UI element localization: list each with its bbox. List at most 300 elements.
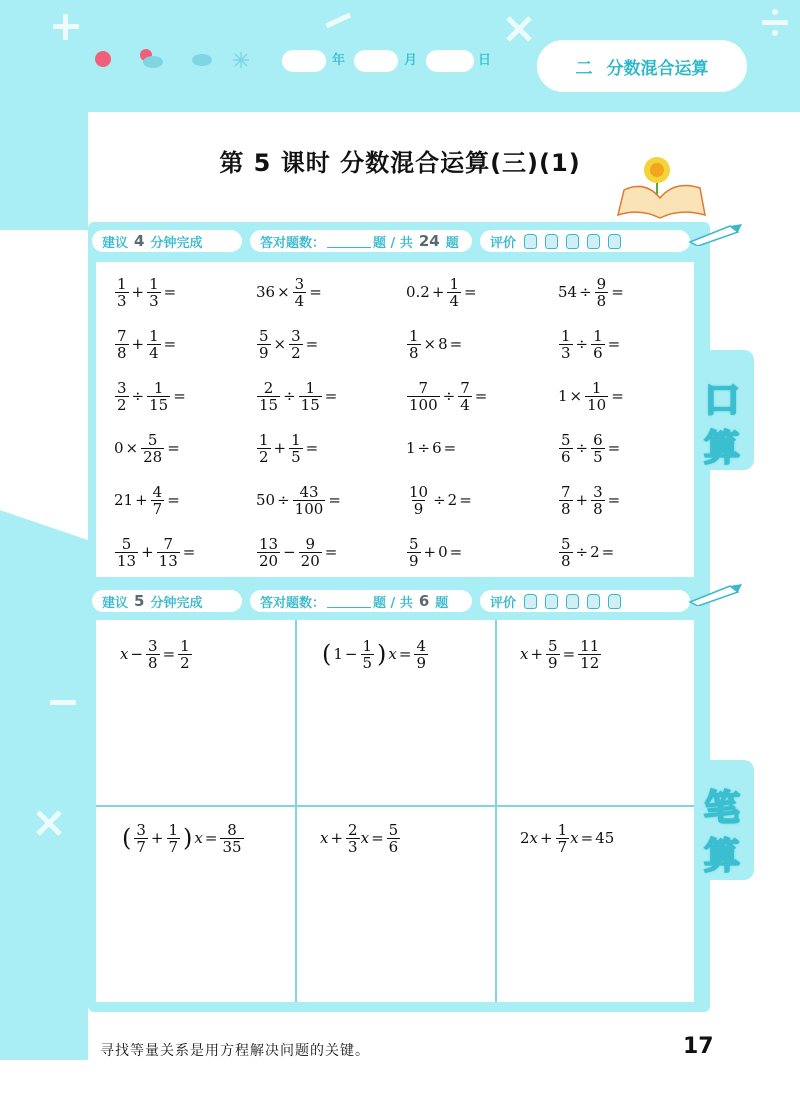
- operator: ÷: [433, 491, 446, 509]
- denominator: 28: [143, 447, 163, 466]
- oral-problem[interactable]: [256, 322, 320, 366]
- number-text: 6: [432, 439, 442, 457]
- numerator: 5: [409, 534, 419, 553]
- oral-problem[interactable]: [256, 270, 324, 314]
- denominator: 7: [136, 837, 146, 856]
- fraction: [289, 328, 303, 361]
- denominator: 4: [449, 291, 459, 310]
- fraction: [407, 484, 430, 517]
- operator: =: [324, 543, 338, 561]
- number-text: 45: [595, 829, 615, 847]
- left-gap: [0, 230, 88, 540]
- number-text: 1: [406, 439, 416, 457]
- thumb-up-icon[interactable]: [608, 234, 621, 249]
- left-band-bottom: [0, 510, 88, 1060]
- oral-problem[interactable]: [256, 426, 320, 470]
- numerator: 1: [561, 326, 571, 345]
- fraction: [257, 536, 280, 569]
- oral-problem[interactable]: [256, 374, 339, 418]
- operator: +: [150, 829, 164, 847]
- number-text: 1: [558, 387, 568, 405]
- oral-info-bar: [92, 230, 690, 252]
- numerator: 1: [557, 820, 568, 839]
- denominator: 7: [168, 837, 179, 856]
- minutes-unit: 分钟完成: [150, 595, 203, 611]
- year-label: 年: [332, 53, 346, 68]
- oral-problem[interactable]: [114, 374, 188, 418]
- numerator: 1: [305, 378, 315, 397]
- year-input-box[interactable]: [282, 50, 326, 72]
- fraction: [178, 638, 192, 671]
- numerator: 9: [596, 274, 607, 293]
- numerator: 1: [449, 274, 459, 293]
- fraction: [559, 536, 573, 569]
- oral-calculation-grid: [96, 262, 694, 577]
- numerator: 5: [147, 430, 158, 449]
- numerator: 5: [561, 430, 571, 449]
- oral-problem[interactable]: [256, 530, 339, 574]
- denominator: 13: [158, 551, 178, 570]
- oral-problem[interactable]: [114, 478, 182, 522]
- denominator: 9: [259, 343, 269, 362]
- fraction: [157, 536, 180, 569]
- fraction: [220, 822, 243, 855]
- numerator: 5: [548, 636, 558, 655]
- oral-problem[interactable]: [114, 270, 178, 314]
- denominator: 8: [409, 343, 419, 362]
- equation-problem[interactable]: [320, 818, 401, 858]
- fraction: [559, 328, 573, 361]
- suggest-minutes: 5: [134, 592, 145, 610]
- operator: +: [131, 283, 145, 301]
- oral-problem[interactable]: [406, 426, 458, 470]
- operator: =: [167, 491, 180, 509]
- correct-count-blank[interactable]: [327, 235, 371, 248]
- operator: ÷: [442, 387, 456, 405]
- numerator: 5: [121, 534, 132, 553]
- denominator: 4: [149, 343, 159, 362]
- numerator: 2: [348, 820, 358, 839]
- variable: x: [570, 829, 579, 847]
- fraction: [591, 328, 605, 361]
- fraction: [591, 432, 605, 465]
- fraction: [257, 380, 280, 413]
- fraction: [299, 536, 322, 569]
- month-input-box[interactable]: [354, 50, 398, 72]
- denominator: 20: [259, 551, 279, 570]
- fraction: [591, 484, 605, 517]
- operator: =: [173, 387, 186, 405]
- operator: ÷: [283, 387, 296, 405]
- grid-divider: [96, 805, 694, 807]
- numerator: 6: [593, 430, 603, 449]
- operator: +: [135, 491, 148, 509]
- oral-problem[interactable]: [558, 530, 616, 574]
- written-suggest-pill: [92, 590, 242, 612]
- numerator: 5: [388, 820, 399, 839]
- fraction: [115, 276, 129, 309]
- operator: +: [330, 829, 344, 847]
- month-label: 月: [404, 53, 418, 68]
- numerator: 5: [259, 326, 269, 345]
- correct-count-blank[interactable]: [327, 595, 371, 608]
- fraction: [556, 822, 570, 855]
- correct-label: 答对题数：: [260, 595, 326, 611]
- numerator: 10: [409, 482, 429, 501]
- denominator: 5: [593, 447, 603, 466]
- fraction: [151, 484, 165, 517]
- numerator: 11: [580, 636, 600, 655]
- operator: ÷: [575, 335, 589, 353]
- bracket: (: [122, 824, 132, 852]
- denominator: 5: [291, 447, 301, 466]
- operator: =: [449, 543, 463, 561]
- numerator: 2: [263, 378, 274, 397]
- operator: =: [607, 335, 621, 353]
- number-text: 1: [333, 645, 343, 663]
- operator: ×: [125, 439, 139, 457]
- operator: =: [371, 829, 384, 847]
- total-label: 题 / 共: [373, 595, 413, 611]
- numerator: 13: [259, 534, 279, 553]
- oral-problem[interactable]: [406, 374, 489, 418]
- number-text: 0: [438, 543, 448, 561]
- thumb-up-icon[interactable]: [566, 594, 579, 609]
- oral-problem[interactable]: [114, 530, 197, 574]
- denominator: 3: [561, 343, 571, 362]
- thumb-up-icon[interactable]: [545, 594, 558, 609]
- side-label-oral-1: 口: [704, 380, 741, 421]
- sun-icon: [95, 51, 111, 67]
- numerator: 7: [460, 378, 470, 397]
- operator: ×: [277, 283, 290, 301]
- variable: x: [120, 645, 129, 663]
- pencil-icon: [686, 222, 744, 246]
- fraction: [115, 536, 138, 569]
- operator: ÷: [417, 439, 431, 457]
- numerator: 3: [291, 326, 301, 345]
- fraction: [147, 276, 161, 309]
- operator: −: [283, 543, 296, 561]
- operator: =: [607, 439, 621, 457]
- equation-problem[interactable]: [520, 634, 602, 674]
- fraction: [141, 432, 164, 465]
- operator: =: [562, 645, 576, 663]
- fraction: [414, 638, 428, 671]
- total-label: 题 / 共: [373, 235, 413, 251]
- grid-divider: [495, 620, 497, 1002]
- denominator: 9: [413, 499, 424, 518]
- number-text: 0: [114, 439, 124, 457]
- operator: +: [575, 491, 589, 509]
- thumb-up-icon[interactable]: [524, 594, 537, 609]
- operator: ÷: [131, 387, 145, 405]
- bracket: (: [322, 640, 332, 668]
- rating-label: 评价: [490, 235, 517, 251]
- numerator: 1: [180, 636, 190, 655]
- suggest-minutes: 4: [134, 232, 145, 250]
- number-text: 36: [256, 283, 276, 301]
- denominator: 6: [388, 837, 399, 856]
- oral-rating-pill: [480, 230, 690, 252]
- denominator: 8: [561, 499, 571, 518]
- oral-problem[interactable]: [406, 530, 464, 574]
- fraction: [361, 638, 375, 671]
- denominator: 9: [416, 653, 427, 672]
- operator: =: [328, 491, 341, 509]
- numerator: 43: [299, 482, 319, 501]
- rating-label: 评价: [490, 595, 517, 611]
- bracket: ): [183, 824, 193, 852]
- denominator: 15: [149, 395, 169, 414]
- operator: =: [459, 491, 472, 509]
- operator: =: [182, 543, 196, 561]
- side-label-written-2: 算: [704, 836, 741, 877]
- rain-cloud-icon: [192, 54, 212, 66]
- number-text: 2: [590, 543, 600, 561]
- operator: =: [162, 645, 176, 663]
- oral-problem[interactable]: [558, 478, 622, 522]
- operator: =: [398, 645, 412, 663]
- operator: =: [601, 543, 615, 561]
- operator: ÷: [575, 543, 589, 561]
- fraction: [585, 380, 608, 413]
- oral-problem[interactable]: [256, 478, 343, 522]
- operator: =: [305, 335, 319, 353]
- oral-problem[interactable]: [406, 478, 474, 522]
- numerator: 1: [153, 378, 164, 397]
- pencil-icon: [686, 582, 744, 606]
- divide-dot-icon: [772, 9, 778, 15]
- numerator: 8: [227, 820, 237, 839]
- oral-problem[interactable]: [558, 322, 622, 366]
- written-calculation-box: [96, 620, 694, 1002]
- numerator: 1: [168, 820, 179, 839]
- total-count: 6: [418, 592, 430, 610]
- operator: +: [530, 645, 544, 663]
- side-label-oral-2: 算: [704, 428, 741, 469]
- operator: =: [443, 439, 457, 457]
- partly-sunny-cloud-icon: [143, 56, 163, 68]
- lesson-title: 第 5 课时 分数混合运算(三)(1): [219, 149, 581, 177]
- fraction: [134, 822, 148, 855]
- operator: ÷: [579, 283, 592, 301]
- oral-problem[interactable]: [558, 426, 622, 470]
- operator: ÷: [277, 491, 290, 509]
- equation-problem[interactable]: [520, 818, 614, 858]
- numerator: 1: [409, 326, 419, 345]
- fraction: [346, 822, 360, 855]
- operator: =: [611, 283, 624, 301]
- fraction: [458, 380, 472, 413]
- variable: x: [360, 829, 370, 847]
- operator: +: [431, 283, 445, 301]
- operator: =: [204, 829, 218, 847]
- variable: x: [520, 645, 529, 663]
- numerator: 4: [152, 482, 163, 501]
- number-text: 2: [447, 491, 458, 509]
- fraction: [407, 380, 440, 413]
- written-score-pill: [250, 590, 472, 612]
- minus-deco-icon-2: [50, 700, 76, 705]
- operator: =: [449, 335, 463, 353]
- fraction: [559, 432, 573, 465]
- denominator: 3: [348, 837, 358, 856]
- plus-deco-icon-v: [63, 14, 68, 40]
- numerator: 1: [117, 274, 127, 293]
- operator: ÷: [575, 439, 589, 457]
- number-text: 54: [558, 283, 578, 301]
- operator: +: [141, 543, 154, 561]
- operator: =: [463, 283, 477, 301]
- day-input-box[interactable]: [426, 50, 474, 72]
- denominator: 12: [580, 653, 600, 672]
- number-text: 8: [438, 335, 448, 353]
- fraction: [595, 276, 609, 309]
- oral-problem[interactable]: [114, 322, 178, 366]
- denominator: 15: [300, 395, 320, 414]
- total-unit: 题: [445, 235, 459, 251]
- numerator: 4: [416, 636, 427, 655]
- denominator: 4: [460, 395, 470, 414]
- oral-problem[interactable]: [114, 426, 182, 470]
- fraction: [387, 822, 401, 855]
- denominator: 4: [294, 291, 305, 310]
- denominator: 3: [117, 291, 127, 310]
- numerator: 1: [291, 430, 301, 449]
- variable: x: [320, 829, 329, 847]
- numerator: 7: [418, 378, 429, 397]
- operator: +: [131, 335, 145, 353]
- fraction: [115, 380, 129, 413]
- operator: −: [344, 645, 358, 663]
- suggest-label: 建议: [102, 595, 129, 611]
- numerator: 7: [117, 326, 127, 345]
- denominator: 8: [117, 343, 127, 362]
- unit-title-pill: [537, 40, 747, 92]
- oral-problem[interactable]: [406, 270, 479, 314]
- denominator: 7: [557, 837, 568, 856]
- numerator: 1: [593, 326, 603, 345]
- numerator: 1: [362, 636, 373, 655]
- written-info-bar: [92, 590, 690, 612]
- number-text: 21: [114, 491, 134, 509]
- side-label-written-1: 笔: [704, 788, 741, 829]
- oral-problem[interactable]: [558, 374, 626, 418]
- denominator: 8: [148, 653, 158, 672]
- fraction: [447, 276, 461, 309]
- page-number: 17: [683, 1034, 714, 1059]
- oral-suggest-pill: [92, 230, 242, 252]
- variable: x: [388, 645, 397, 663]
- equation-problem[interactable]: [120, 634, 193, 674]
- numerator: 3: [294, 274, 305, 293]
- variable: x: [194, 829, 203, 847]
- fraction: [559, 484, 573, 517]
- operator: =: [309, 283, 322, 301]
- numerator: 1: [149, 274, 159, 293]
- number-text: 2: [520, 829, 530, 847]
- numerator: 9: [305, 534, 315, 553]
- divide-deco-icon: [762, 20, 788, 25]
- numerator: 1: [149, 326, 159, 345]
- denominator: 100: [409, 395, 438, 414]
- numerator: 3: [136, 820, 146, 839]
- number-text: 50: [256, 491, 276, 509]
- oral-problem[interactable]: [406, 322, 464, 366]
- operator: =: [163, 335, 177, 353]
- thumb-up-icon[interactable]: [545, 234, 558, 249]
- denominator: 5: [362, 653, 373, 672]
- denominator: 13: [117, 551, 137, 570]
- equation-problem[interactable]: [120, 818, 245, 858]
- thumb-up-icon[interactable]: [587, 594, 600, 609]
- fraction: [167, 822, 181, 855]
- numerator: 1: [259, 430, 269, 449]
- denominator: 2: [291, 343, 301, 362]
- number-text: 0.2: [406, 283, 430, 301]
- operator: =: [167, 439, 180, 457]
- fraction: [257, 328, 271, 361]
- denominator: 6: [593, 343, 603, 362]
- equation-problem[interactable]: [320, 634, 429, 674]
- unit-number: 二: [575, 58, 593, 79]
- bracket: ): [377, 640, 387, 668]
- fraction: [146, 638, 160, 671]
- denominator: 2: [259, 447, 269, 466]
- grid-divider: [295, 620, 297, 1002]
- denominator: 8: [561, 551, 571, 570]
- denominator: 35: [222, 837, 242, 856]
- total-count: 24: [418, 232, 440, 250]
- denominator: 8: [593, 499, 603, 518]
- thumb-up-icon[interactable]: [524, 234, 537, 249]
- fraction: [293, 276, 307, 309]
- thumb-up-icon[interactable]: [587, 234, 600, 249]
- operator: +: [423, 543, 437, 561]
- denominator: 2: [180, 653, 190, 672]
- numerator: 1: [591, 378, 602, 397]
- numerator: 7: [163, 534, 173, 553]
- operator: ×: [273, 335, 287, 353]
- thumb-up-icon[interactable]: [608, 594, 621, 609]
- suggest-label: 建议: [102, 235, 129, 251]
- thumb-up-icon[interactable]: [566, 234, 579, 249]
- operator: =: [607, 491, 621, 509]
- operator: =: [163, 283, 177, 301]
- fraction: [147, 328, 161, 361]
- denominator: 10: [587, 395, 607, 414]
- operator: =: [580, 829, 594, 847]
- written-rating-pill: [480, 590, 690, 612]
- unit-title: 分数混合运算: [606, 58, 709, 79]
- correct-label: 答对题数：: [260, 235, 326, 251]
- fraction: [578, 638, 601, 671]
- fraction: [299, 380, 322, 413]
- fraction: [546, 638, 560, 671]
- numerator: 3: [593, 482, 603, 501]
- denominator: 9: [548, 653, 558, 672]
- oral-problem[interactable]: [558, 270, 626, 314]
- oral-score-pill: [250, 230, 472, 252]
- denominator: 8: [596, 291, 607, 310]
- denominator: 20: [300, 551, 320, 570]
- fraction: [147, 380, 170, 413]
- total-unit: 题: [435, 595, 449, 611]
- fraction: [407, 328, 421, 361]
- snowflake-icon: [233, 52, 249, 68]
- fraction: [293, 484, 326, 517]
